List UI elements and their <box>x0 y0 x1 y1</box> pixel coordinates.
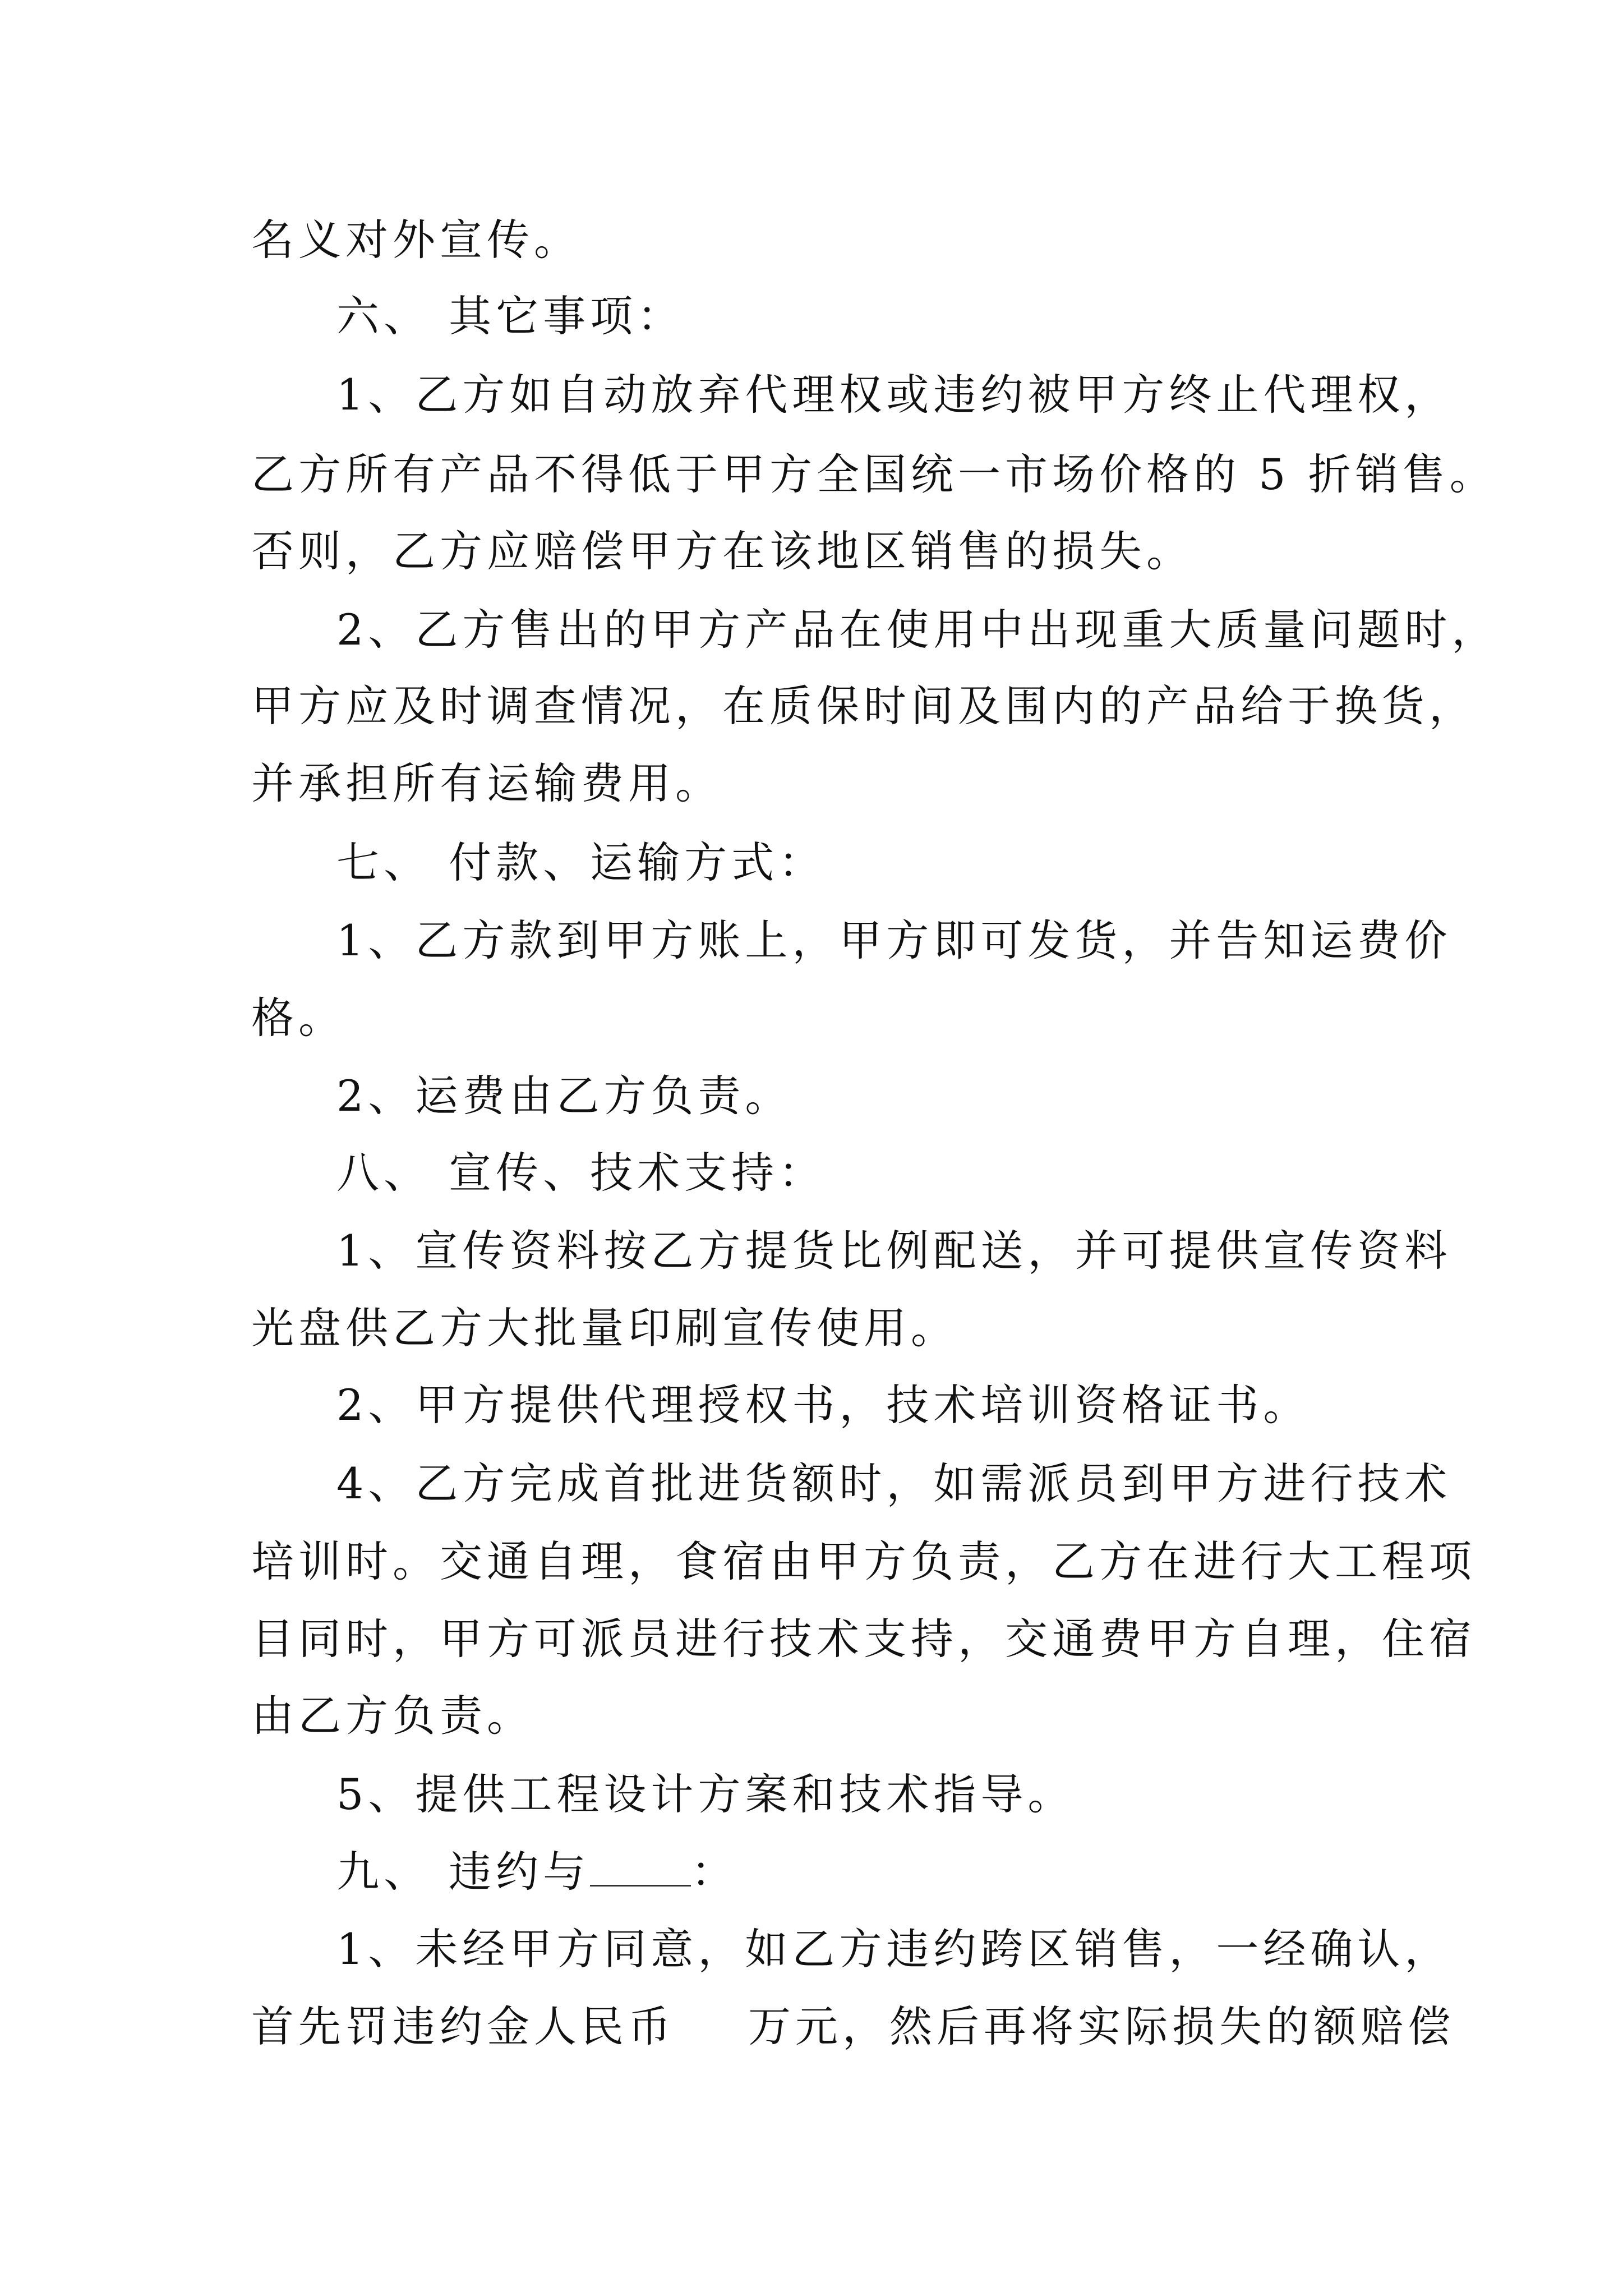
paragraph-line: 1、未经甲方同意，如乙方违约跨区销售，一经确认， <box>336 1924 1452 1974</box>
section-heading-colon: ： <box>691 1847 739 1897</box>
paragraph-line: 并承担所有运输费用。 <box>251 758 722 808</box>
paragraph-line: 5、提供工程设计方案和技术指导。 <box>336 1769 1075 1819</box>
paragraph-line: 否则，乙方应赔偿甲方在该地区销售的损失。 <box>251 526 1193 576</box>
paragraph-line: 1、乙方如自动放弃代理权或违约被甲方终止代理权， <box>336 370 1452 420</box>
paragraph-line: 1、宣传资料按乙方提货比例配送，并可提供宣传资料 <box>336 1226 1452 1276</box>
paragraph-line: 格。 <box>251 993 345 1043</box>
fill-in-blank <box>590 1850 691 1887</box>
paragraph-line: 2、运费由乙方负责。 <box>336 1071 792 1121</box>
section-heading: 七、 付款、运输方式： <box>336 838 826 887</box>
paragraph-line: 由乙方负责。 <box>251 1691 534 1741</box>
paragraph-line: 乙方所有产品不得低于甲方全国统一市场价格的 5 折销售。 <box>251 449 1497 499</box>
paragraph-line: 2、甲方提供代理授权书，技术培训资格证书。 <box>336 1380 1311 1430</box>
paragraph-line: 1、乙方款到甲方账上，甲方即可发货，并告知运费价 <box>336 915 1452 965</box>
paragraph-line: 培训时。交通自理，食宿由甲方负责，乙方在进行大工程项 <box>251 1536 1476 1586</box>
section-heading: 八、 宣传、技术支持： <box>336 1148 826 1198</box>
section-heading <box>336 1844 1481 1900</box>
paragraph-line: 甲方应及时调查情况，在质保时间及围内的产品给于换货， <box>251 681 1476 731</box>
paragraph-text: 首先罚违约金人民币 <box>251 2001 675 2051</box>
section-heading-text: 九、 违约与 <box>336 1847 591 1897</box>
paragraph-text: 万元，然后再将实际损失的额赔偿 <box>748 2001 1455 2051</box>
section-heading: 六、 其它事项： <box>336 291 685 341</box>
paragraph-line: 目同时，甲方可派员进行技术支持，交通费甲方自理，住宿 <box>251 1614 1476 1664</box>
paragraph-line: 4、乙方完成首批进货额时，如需派员到甲方进行技术 <box>336 1458 1452 1508</box>
paragraph-line: 名义对外宣传。 <box>251 215 581 265</box>
paragraph-line <box>251 1999 1455 2055</box>
paragraph-line: 光盘供乙方大批量印刷宣传使用。 <box>251 1303 958 1353</box>
paragraph-line: 2、乙方售出的甲方产品在使用中出现重大质量问题时， <box>336 605 1499 655</box>
